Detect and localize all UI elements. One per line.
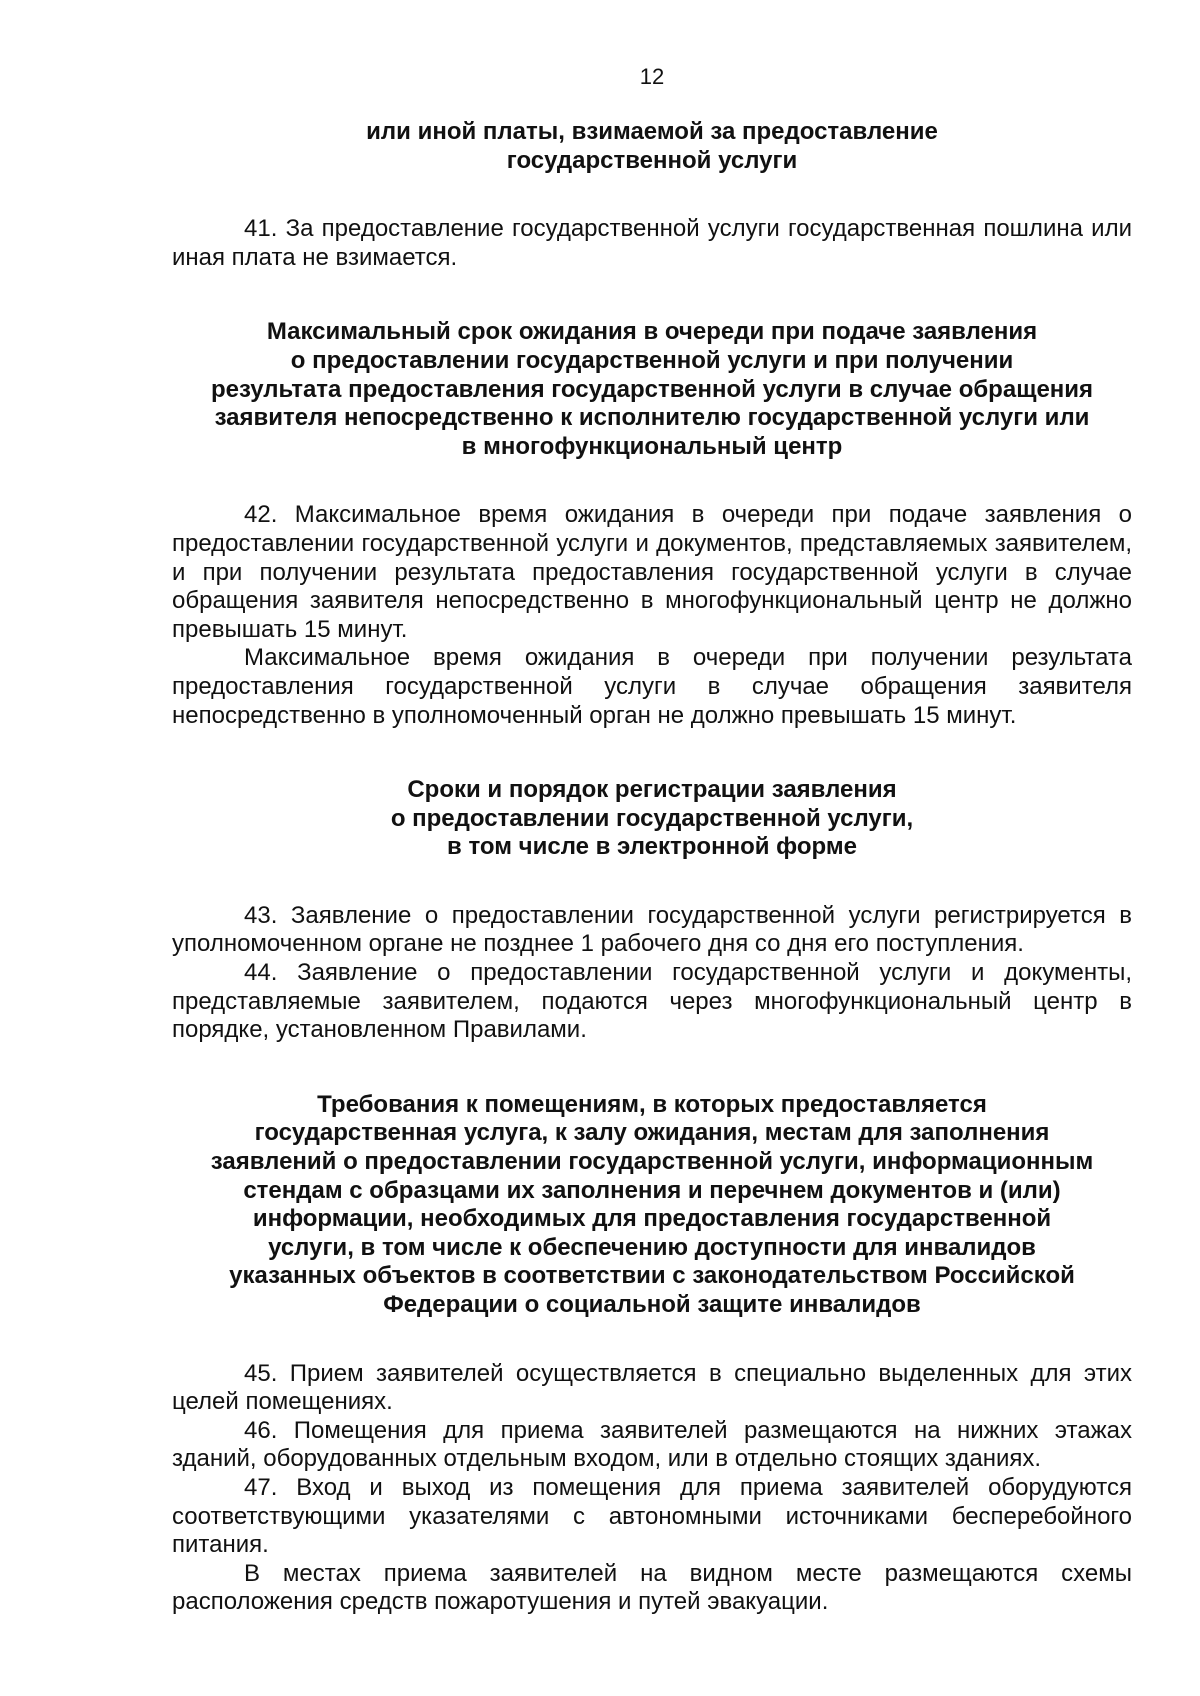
- paragraph-44: 44. Заявление о предоставлении государственной услуги и документы, представляемые заявителем, подаются через многофункциональный центр в порядке, установленном Правилами.: [172, 959, 1132, 1044]
- section-heading-registration: [172, 776, 1132, 862]
- heading-line: заявителя непосредственно к исполнителю государственной услуги или: [214, 404, 1090, 432]
- section-heading-waiting-time: [172, 318, 1132, 461]
- paragraph-43: 43. Заявление о предоставлении государственной услуги регистрируется в уполномоченном органе не позднее 1 рабочего дня со дня его поступления.: [172, 901, 1132, 958]
- heading-line: государственной услуги: [506, 146, 798, 174]
- heading-line: Максимальный срок ожидания в очереди при подаче заявления: [266, 318, 1038, 346]
- paragraph-41: 41. За предоставление государственной услуги государственная пошлина или иная плата не взимается.: [172, 215, 1132, 271]
- heading-line: в том числе в электронной форме: [447, 833, 857, 861]
- heading-line: Сроки и порядок регистрации заявления: [407, 776, 897, 804]
- section-heading-fee: [172, 118, 1132, 175]
- paragraph-42: 42. Максимальное время ожидания в очереди при подаче заявления о предоставлении государственной услуги и документов, представляемых заявителем, и при получении результата предоставления государственной услуги в случае обращения заявителя непосредственно в многофункциональный центр не должно превышать 15 минут.: [172, 501, 1132, 643]
- paragraph-45: 45. Прием заявителей осуществляется в специально выделенных для этих целей помещениях.: [172, 1359, 1132, 1416]
- heading-line: стендам с образцами их заполнения и перечнем документов и (или): [243, 1176, 1061, 1204]
- heading-line: о предоставлении государственной услуги,: [390, 804, 914, 832]
- section-heading-premises: [172, 1091, 1132, 1320]
- heading-line: заявлений о предоставлении государственной услуги, информационным: [210, 1148, 1094, 1176]
- heading-line: Требования к помещениям, в которых предоставляется: [317, 1090, 987, 1118]
- heading-line: услуги, в том числе к обеспечению доступности для инвалидов: [268, 1233, 1036, 1261]
- heading-line: результата предоставления государственной услуги в случае обращения: [210, 375, 1094, 403]
- page-number: 12: [639, 64, 665, 89]
- heading-line: информации, необходимых для предоставления государственной: [252, 1205, 1052, 1233]
- heading-line: или иной платы, взимаемой за предоставление: [366, 118, 938, 145]
- paragraph-47-continued: В местах приема заявителей на видном месте размещаются схемы расположения средств пожаротушения и путей эвакуации.: [172, 1559, 1132, 1616]
- document-page: [172, 62, 1132, 1617]
- heading-line: Федерации о социальной защите инвалидов: [383, 1291, 921, 1318]
- paragraph-47: 47. Вход и выход из помещения для приема заявителей оборудуются соответствующими указателями с автономными источниками бесперебойного питания.: [172, 1473, 1132, 1559]
- heading-line: указанных объектов в соответствии с законодательством Российской: [229, 1262, 1075, 1290]
- heading-line: государственная услуга, к залу ожидания, местам для заполнения: [254, 1119, 1050, 1147]
- heading-line: о предоставлении государственной услуги и при получении: [290, 346, 1014, 374]
- paragraph-46: 46. Помещения для приема заявителей размещаются на нижних этажах зданий, оборудованных отдельным входом, или в отдельно стоящих зданиях.: [172, 1416, 1132, 1473]
- heading-line: в многофункциональный центр: [461, 432, 843, 460]
- paragraph-42-continued: Максимальное время ожидания в очереди при получении результата предоставления государственной услуги в случае обращения заявителя непосредственно в уполномоченный орган не должно превышать 15 минут.: [172, 644, 1132, 729]
